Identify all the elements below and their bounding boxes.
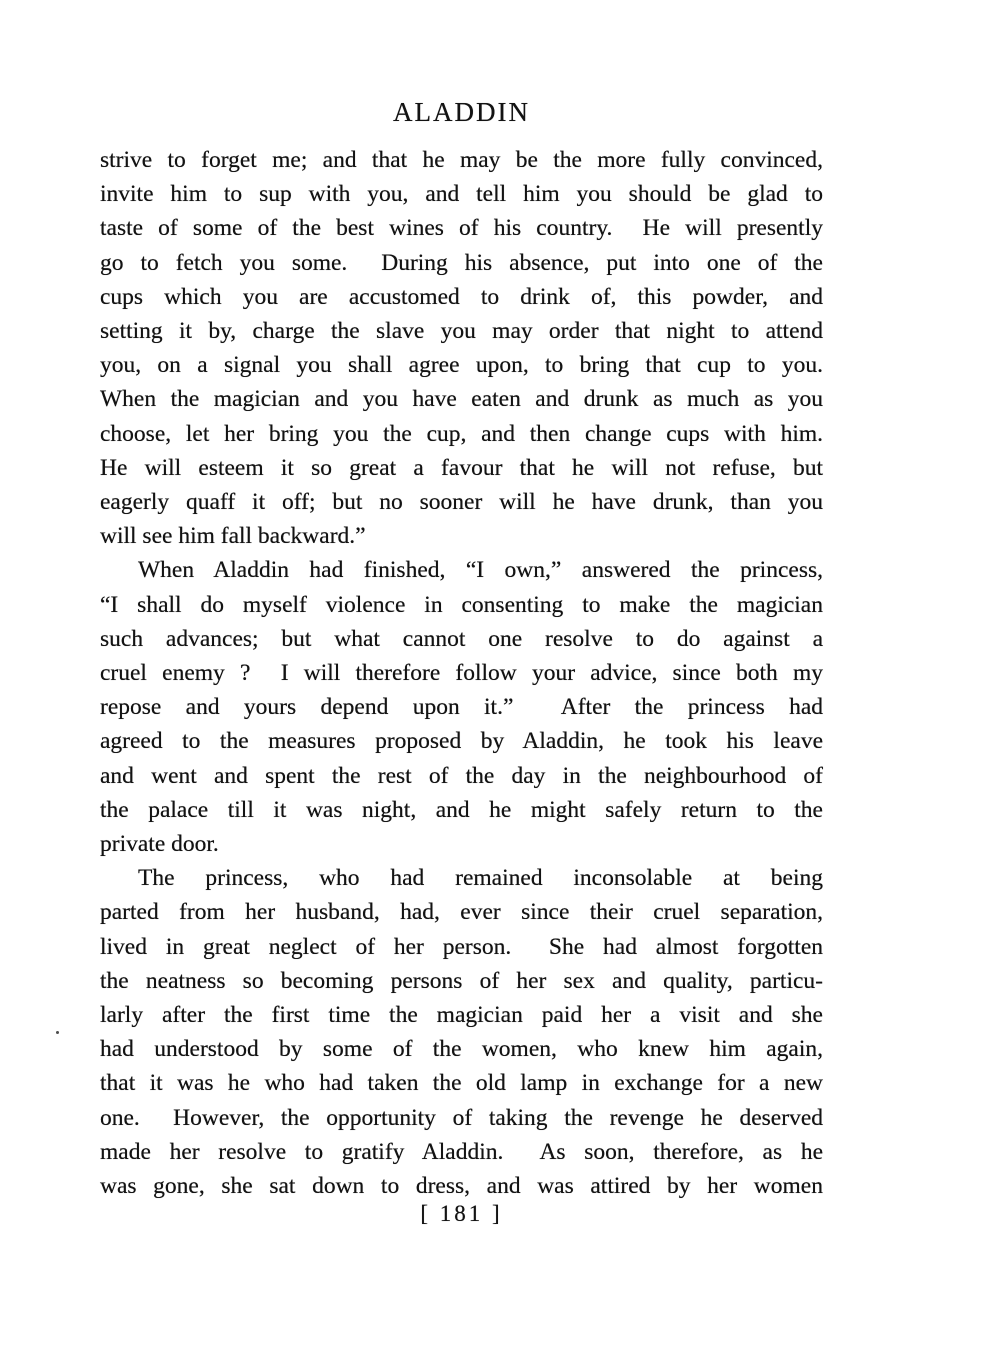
text-line: the palace till it was night, and he might safely return to the xyxy=(100,796,823,823)
running-header: ALADDIN xyxy=(393,97,530,127)
text-line: larly after the first time the magician paid her a visit and she xyxy=(100,1002,823,1029)
text-line: agreed to the measures proposed by Aladdin, he took his leave xyxy=(100,728,823,755)
text-line: “I shall do myself violence in consenting to make the magician xyxy=(100,591,823,618)
text-line: When the magician and you have eaten and drunk as much as you xyxy=(100,386,823,413)
text-line: will see him fall backward.” xyxy=(100,523,366,550)
page-number: [ 181 ] xyxy=(420,1201,503,1226)
text-line: cruel enemy ? I will therefore follow your advice, since both my xyxy=(100,660,823,687)
text-line: invite him to sup with you, and tell him you should be glad to xyxy=(100,181,823,208)
scan-speck xyxy=(56,1031,59,1034)
text-line: made her resolve to gratify Aladdin. As soon, therefore, as he xyxy=(100,1138,823,1165)
text-line: such advances; but what cannot one resolve to do against a xyxy=(100,625,823,652)
paragraph xyxy=(100,143,823,553)
paragraph xyxy=(100,861,823,1203)
text-line: eagerly quaff it off; but no sooner will he have drunk, than you xyxy=(100,489,823,516)
text-line: lived in great neglect of her person. She had almost forgotten xyxy=(100,933,823,960)
text-line: choose, let her bring you the cup, and then change cups with him. xyxy=(100,420,823,447)
text-line: taste of some of the best wines of his country. He will presently xyxy=(100,215,823,242)
text-line: strive to forget me; and that he may be the more fully convinced, xyxy=(100,147,823,173)
text-line: He will esteem it so great a favour that he will not refuse, but xyxy=(100,454,823,481)
text-line: The princess, who had remained inconsolable at being xyxy=(138,865,823,892)
text-line: private door. xyxy=(100,831,219,858)
paragraph xyxy=(100,553,823,861)
text-line: had understood by some of the women, who knew him again, xyxy=(100,1036,823,1063)
text-line: that it was he who had taken the old lamp in exchange for a new xyxy=(100,1070,823,1097)
text-block xyxy=(100,143,823,1203)
text-line: and went and spent the rest of the day in the neighbourhood of xyxy=(100,762,823,789)
text-line: cups which you are accustomed to drink of, this powder, and xyxy=(100,283,823,310)
text-line: go to fetch you some. During his absence, put into one of the xyxy=(100,249,823,276)
text-line: setting it by, charge the slave you may order that night to attend xyxy=(100,318,823,345)
text-line: parted from her husband, had, ever since their cruel separation, xyxy=(100,899,823,926)
text-line: repose and yours depend upon it.” After the princess had xyxy=(100,694,823,721)
text-line: one. However, the opportunity of taking the revenge he deserved xyxy=(100,1104,823,1131)
text-line: you, on a signal you shall agree upon, to bring that cup to you. xyxy=(100,352,823,379)
text-line: the neatness so becoming persons of her sex and quality, particu- xyxy=(100,967,823,994)
text-line: was gone, she sat down to dress, and was attired by her women xyxy=(100,1173,823,1200)
text-line: When Aladdin had finished, “I own,” answered the princess, xyxy=(138,557,823,584)
